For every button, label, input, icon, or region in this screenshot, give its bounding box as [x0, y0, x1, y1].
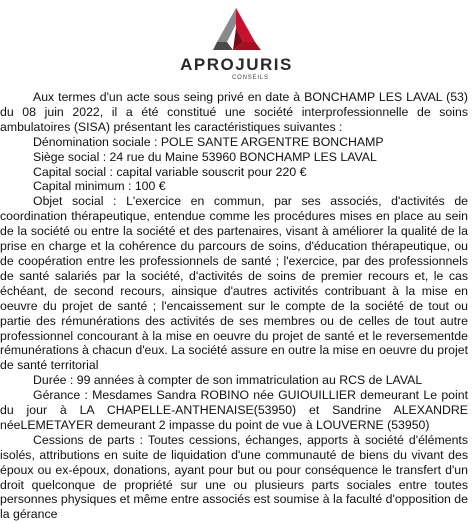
corporate-purpose-paragraph: Objet social : L'exercice en commun, par ses associés, d'activités de coordination thérapeutique, entendue comme les procédures mises en place au sein de la société ou entre la société et des partenaires, visant à améliorer la qualité de la prise en charge et la cohérence du parcours de soins, d'éducation thérapeutique, ou de coopération entre les professionnels de santé ; l'exercice, par des professionnels de santé salariés par la société, d'activités de soins de premier recours et, le cas échéant, de second recours, ainsique d'autres activités contribuant à la mise en oeuvre du projet de santé ; l'encaissement sur le compte de la société de tout ou partie des rémunérations des activités de ses membres ou de celles de tout autre professionnel concourant à la mise en oeuvre du projet de santé et le reversementde rémunérations à chacun d'eux. La société assure en outre la mise en oeuvre du projet de santé territorial: [0, 194, 468, 373]
management-paragraph: Gérance : Mesdames Sandra ROBINO née GUIOUILLIER demeurant Le point du jour à LA CHAPELLE-ANTHENAISE(53950) et Sandrine ALEXANDRE néeLEMETAYER demeurant 2 impasse du point de vue à LOUVERNE (53950): [0, 388, 468, 432]
share-capital-line: Capital social : capital variable souscrit pour 220 €: [33, 164, 307, 179]
brand-name: APROJURIS: [180, 55, 293, 74]
minimum-capital-line: Capital minimum : 100 €: [33, 179, 166, 194]
aprojuris-logo-icon: [203, 6, 269, 56]
share-transfers-paragraph: Cessions de parts : Toutes cessions, échanges, apports à société d'éléments isolés, attributions en suite de liquidation d'une communauté de biens du vivant des époux ou ex-époux, donations, ayant pour but ou pour conséquence le transfert d'un droit quelconque de propriété sur une ou plusieurs parts sociales entre toutes personnes physiques et même entre associés est soumise à la faculté d'opposition de la gérance: [0, 432, 468, 522]
denomination-line: Dénomination sociale : POLE SANTE ARGENTRE BONCHAMP: [33, 134, 384, 149]
logo-header: [0, 0, 473, 86]
registered-office-line: Siège social : 24 rue du Maine 53960 BONCHAMP LES LAVAL: [33, 149, 377, 164]
legal-notice: [0, 90, 468, 522]
logo-gray-facet-icon: [217, 8, 236, 42]
duration-line: Durée : 99 années à compter de son immatriculation au RCS de LAVAL: [33, 373, 423, 388]
intro-paragraph: Aux termes d'un acte sous seing privé en date à BONCHAMP LES LAVAL (53) du 08 juin 2022, il a été constitué une société interprofessionnelle de soins ambulatoires (SISA) présentant les caractéristiques suivantes :: [0, 90, 468, 134]
brand-subtitle: CONSEILS: [232, 75, 269, 81]
logo-dark-gray-facet-icon: [213, 42, 233, 50]
